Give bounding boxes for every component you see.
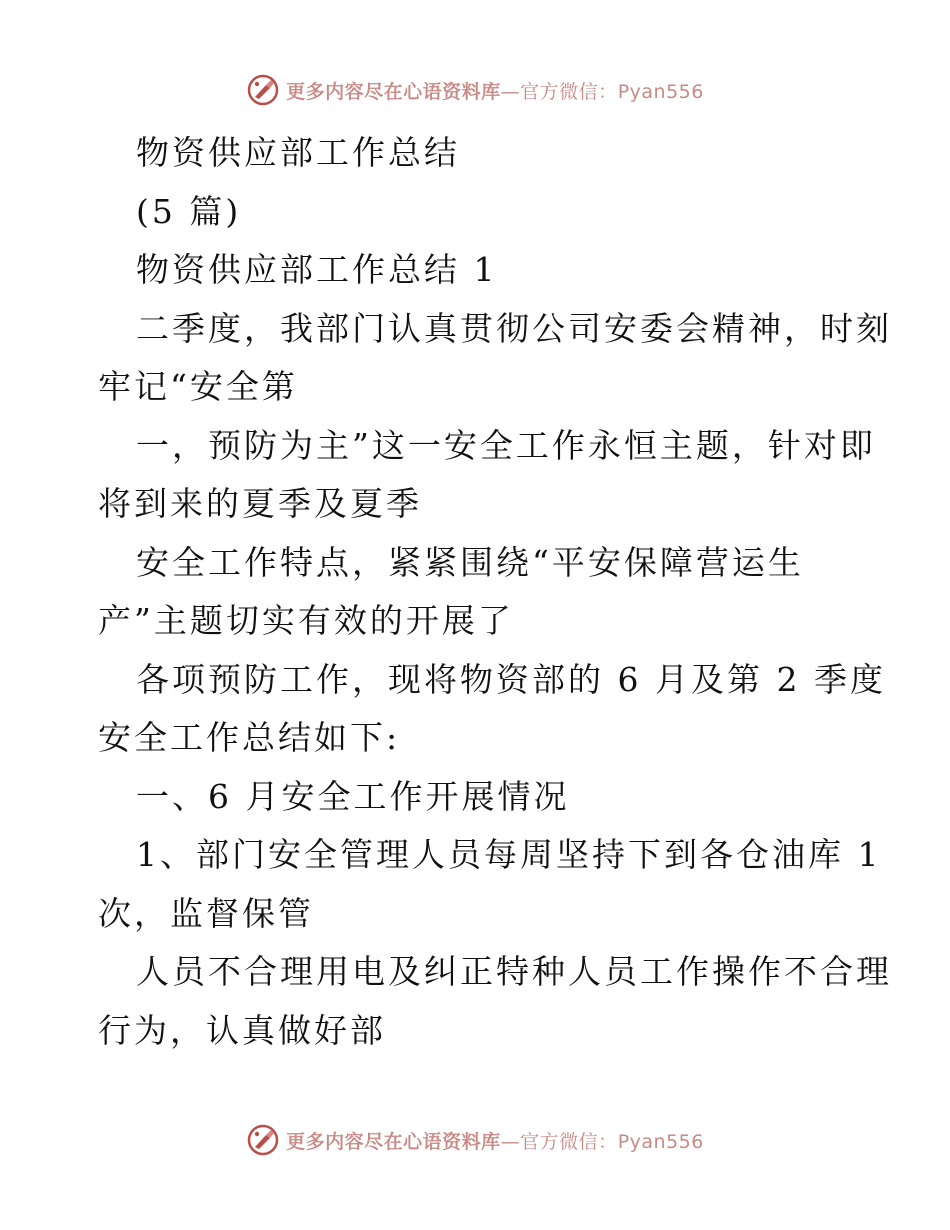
paragraph-line: 安全工作总结如下: (98, 718, 401, 757)
footer-watermark (0, 1120, 950, 1160)
pen-seal-icon (246, 1123, 280, 1157)
document-title: 物资供应部工作总结 (136, 133, 460, 172)
document-subtitle: (5 篇) (136, 191, 242, 231)
section-heading: 物资供应部工作总结 1 (136, 250, 498, 289)
header-watermark (0, 70, 950, 110)
pen-seal-icon (246, 73, 280, 107)
paragraph-line: 人员不合理用电及纠正特种人员工作操作不合理 (136, 952, 892, 991)
paragraph-line: 牢记“安全第 (98, 367, 298, 406)
paragraph-line: 产”主题切实有效的开展了 (98, 601, 514, 640)
paragraph-line: 二季度，我部门认真贯彻公司安委会精神，时刻 (136, 308, 892, 348)
watermark-text: 更多内容尽在心语资料库—官方微信：Pyan556 (286, 1130, 704, 1153)
document-body (98, 124, 892, 1060)
paragraph-line: 一，预防为主”这一安全工作永恒主题，针对即 (136, 425, 876, 465)
paragraph-line: 次，监督保管 (98, 893, 314, 933)
paragraph-line: 将到来的夏季及夏季 (98, 484, 422, 523)
watermark-text: 更多内容尽在心语资料库—官方微信：Pyan556 (286, 80, 704, 103)
subsection-heading: 一、6 月安全工作开展情况 (136, 776, 570, 816)
paragraph-line: 1、部门安全管理人员每周坚持下到各仓油库 1 (136, 835, 882, 874)
paragraph-line: 安全工作特点，紧紧围绕“平安保障营运生 (136, 542, 804, 582)
paragraph-line: 各项预防工作，现将物资部的 6 月及第 2 季度 (136, 659, 886, 699)
paragraph-line: 行为，认真做好部 (98, 1010, 386, 1050)
